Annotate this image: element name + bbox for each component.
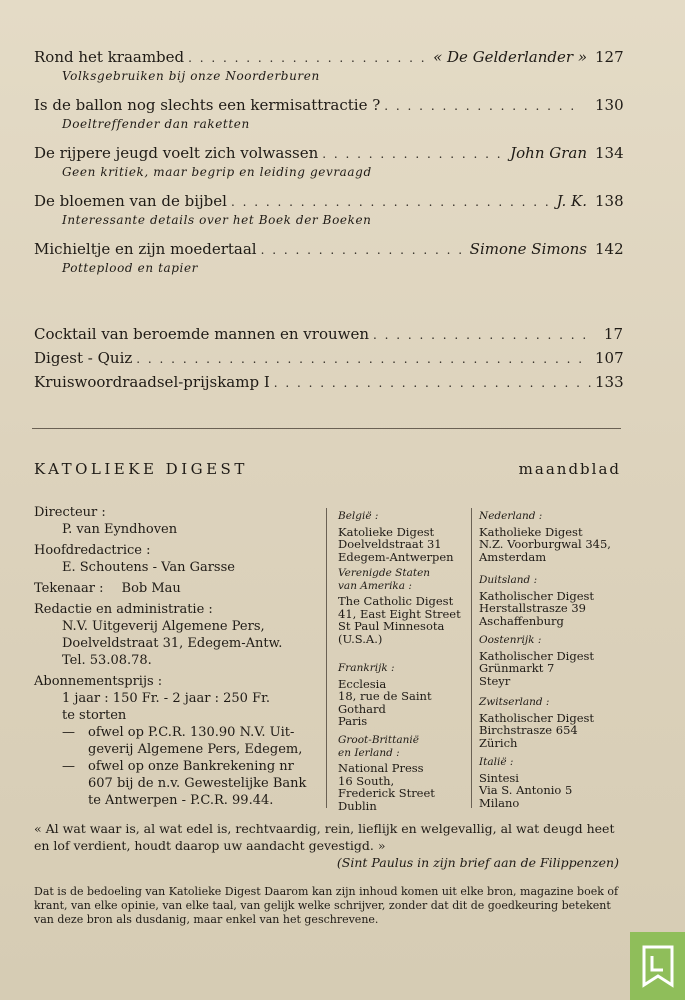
masthead-title: KATOLIEKE DIGEST — [34, 460, 248, 478]
address-line: Gothard — [338, 701, 386, 716]
toc-page: 138 — [595, 192, 624, 210]
toc-page: 127 — [595, 48, 624, 66]
leader-dots — [384, 97, 583, 116]
toc-entry — [34, 349, 623, 373]
toc-author: J. K. — [556, 192, 587, 210]
address-line: Birchstrasze 654 — [479, 723, 578, 737]
leader-dots — [373, 326, 591, 345]
epigraph — [34, 820, 627, 871]
address-line: Ecclesia — [338, 676, 387, 691]
country-label: Verenigde Staten van Amerika : — [338, 567, 431, 592]
country-label: Zwitserland : — [479, 696, 550, 708]
address-line: Frederick Street — [338, 786, 435, 800]
toc-title: Cocktail van beroemde mannen en vrouwen — [34, 325, 370, 343]
payment-option — [34, 758, 318, 775]
toc-entry — [34, 325, 623, 349]
payment-option — [34, 724, 318, 741]
editor-label: Hoofdredactrice : — [34, 543, 151, 558]
toc-title: Michieltje en zijn moedertaal — [34, 240, 257, 258]
subscription-price: 1 jaar : 150 Fr. - 2 jaar : 250 Fr. — [62, 691, 271, 706]
address-line: Steyr — [479, 673, 511, 688]
section-divider — [32, 428, 621, 429]
editor-name: E. Schoutens - Van Garsse — [62, 560, 235, 575]
address-line: Amsterdam — [479, 549, 547, 564]
admin-label: Redactie en administratie : — [34, 602, 213, 617]
address-line: Katolieke Digest — [338, 524, 435, 539]
toc-title: Is de ballon nog slechts een kermisattractie ? — [34, 96, 381, 114]
epigraph-source: (Sint Paulus in zijn brief aan de Filippenzen) — [336, 855, 619, 870]
toc-page: 142 — [595, 240, 624, 258]
address-line: (U.S.A.) — [338, 631, 383, 646]
toc-entry — [34, 192, 623, 240]
toc-page: 107 — [595, 349, 624, 367]
toc-entry — [34, 373, 623, 397]
address-column-middle — [338, 510, 470, 812]
address-block — [479, 756, 629, 809]
column-divider — [471, 508, 472, 808]
toc-subtitle: Interessante details over het Boek der Boeken — [62, 213, 372, 227]
masthead-subtitle: maandblad — [518, 460, 621, 478]
subscription-note: te storten — [62, 708, 127, 723]
address-block — [479, 574, 629, 634]
address-line: Zürich — [479, 735, 518, 750]
country-label: Oostenrijk : — [479, 634, 542, 646]
address-line: N.Z. Voorburgwal 345, — [479, 537, 611, 551]
address-line: Grünmarkt 7 — [479, 661, 555, 675]
address-line: Herstallstrasze 39 — [479, 601, 586, 615]
address-block — [479, 510, 629, 574]
leader-dots — [188, 49, 429, 68]
leader-dots — [261, 241, 466, 260]
toc-author: Simone Simons — [469, 240, 587, 258]
address-block — [479, 634, 629, 696]
address-line: Katholischer Digest — [479, 710, 595, 725]
watermark-badge-icon — [630, 932, 685, 1000]
director-name: P. van Eyndhoven — [62, 522, 178, 537]
artist-line — [34, 580, 318, 597]
address-line: 18, rue de Saint — [338, 689, 432, 703]
toc-page: 133 — [595, 373, 624, 391]
payment-line: te Antwerpen - P.C.R. 99.44. — [88, 793, 274, 808]
admin-line: Doelveldstraat 31, Edegem-Antw. — [62, 636, 283, 651]
admin-line: Tel. 53.08.78. — [62, 653, 152, 668]
country-label: Nederland : — [479, 510, 543, 522]
toc-page: 17 — [603, 325, 623, 343]
address-line: Dublin — [338, 798, 377, 813]
toc-title: Kruiswoordraadsel-prijskamp I — [34, 373, 270, 391]
address-block — [338, 662, 470, 734]
artist-name: Bob Mau — [121, 581, 181, 596]
payment-line: geverij Algemene Pers, Edegem, — [88, 742, 303, 757]
country-label: Groot-Brittanië en Ierland : — [338, 734, 419, 759]
address-block — [338, 510, 470, 567]
country-label: België : — [338, 510, 379, 522]
leader-dots — [136, 350, 591, 369]
column-divider — [326, 508, 327, 808]
subscription-label: Abonnementsprijs : — [34, 674, 163, 689]
toc-entry — [34, 144, 623, 192]
country-label: Italië : — [479, 756, 514, 768]
address-line: Sintesi — [479, 770, 519, 785]
country-label: Duitsland : — [479, 574, 538, 586]
toc-title: Rond het kraambed — [34, 48, 185, 66]
masthead — [34, 460, 621, 478]
payment-line: ofwel op P.C.R. 130.90 N.V. Uit- — [88, 725, 295, 740]
leader-dots — [274, 374, 591, 393]
address-line: Milano — [479, 795, 520, 810]
payment-line: 607 bij de n.v. Gewestelijke Bank — [88, 776, 307, 791]
payment-line: ofwel op onze Bankrekening nr — [88, 759, 294, 774]
address-line: St Paul Minnesota — [338, 619, 445, 633]
toc-entry — [34, 240, 623, 288]
address-line: Paris — [338, 714, 368, 728]
address-line: National Press — [338, 761, 424, 775]
editorial-note: Dat is de bedoeling van Katolieke Digest Daarom kan zijn inhoud komen uit elke bron, magazine boek of krant, van elke opinie, van elke taal, van gelijk welke schrijver, zonder dat dit de goedkeuring betekent van deze bron als dusdanig, maar enkel van het geschrevene. — [34, 885, 619, 926]
toc-title: De bloemen van de bijbel — [34, 192, 227, 210]
address-line: The Catholic Digest — [338, 594, 454, 608]
admin-line: N.V. Uitgeverij Algemene Pers, — [62, 619, 265, 634]
table-of-contents — [34, 48, 623, 288]
address-line: Katholischer Digest — [479, 588, 595, 603]
toc-title: Digest - Quiz — [34, 349, 133, 367]
toc-author: « De Gelderlander » — [433, 48, 587, 66]
address-column-right — [479, 510, 629, 809]
table-of-contents-extras — [34, 325, 623, 397]
address-line: 16 South, — [338, 773, 395, 788]
colophon — [34, 504, 318, 809]
toc-page: 134 — [595, 144, 624, 162]
address-line: Katholischer Digest — [479, 648, 595, 663]
toc-page: 130 — [595, 96, 624, 114]
toc-subtitle: Geen kritiek, maar begrip en leiding gevraagd — [62, 165, 372, 179]
toc-entry — [34, 48, 623, 96]
toc-author: John Gran — [510, 144, 587, 162]
address-line: Aschaffenburg — [479, 613, 564, 628]
address-line: Via S. Antonio 5 — [479, 783, 573, 797]
toc-title: De rijpere jeugd voelt zich volwassen — [34, 144, 319, 162]
director-label: Directeur : — [34, 505, 106, 520]
leader-dots — [231, 193, 553, 212]
address-block — [338, 567, 470, 662]
toc-subtitle: Potteplood en tapier — [62, 261, 199, 275]
address-line: 41, East Eight Street — [338, 606, 461, 621]
address-line: Edegem-Antwerpen — [338, 549, 454, 564]
country-label: Frankrijk : — [338, 662, 395, 674]
address-block — [479, 696, 629, 756]
address-block — [338, 734, 470, 812]
dash-mark: — — [62, 759, 75, 774]
leader-dots — [322, 145, 506, 164]
artist-label: Tekenaar : — [34, 581, 104, 596]
epigraph-text: « Al wat waar is, al wat edel is, rechtvaardig, rein, lieflijk en welgevallig, al wat deugd heet en lof verdient, houdt daarop uw aandacht gevestigd. » — [34, 821, 615, 853]
address-line: Doelveldstraat 31 — [338, 537, 442, 551]
toc-entry — [34, 96, 623, 144]
dash-mark: — — [62, 725, 75, 740]
toc-subtitle: Doeltreffender dan raketten — [62, 117, 250, 131]
toc-subtitle: Volksgebruiken bij onze Noorderburen — [62, 69, 320, 83]
address-line: Katholieke Digest — [479, 524, 583, 539]
